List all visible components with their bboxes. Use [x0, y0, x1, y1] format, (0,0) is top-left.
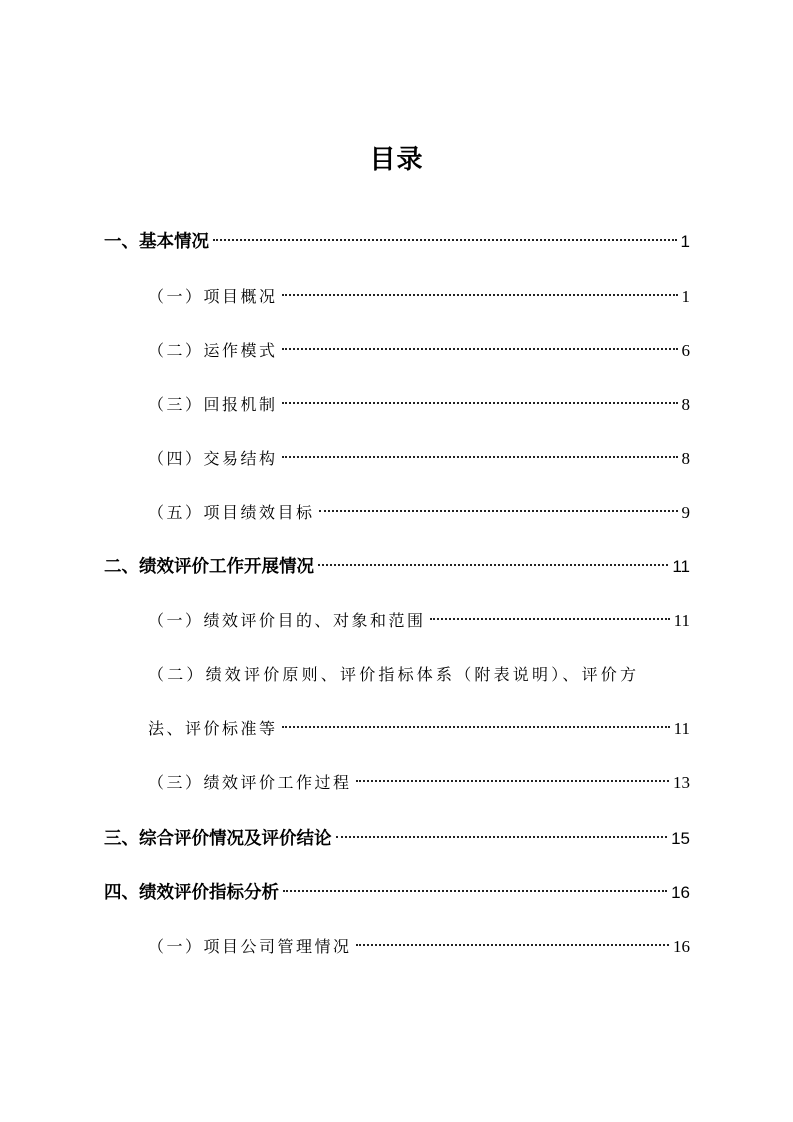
toc-page-number: 8 [681, 395, 690, 414]
dot-leader [282, 348, 678, 350]
toc-entry-section-2-1[interactable] [148, 606, 690, 636]
toc-entry-label: 法、评价标准等 [148, 719, 278, 738]
toc-page-number: 16 [673, 937, 690, 956]
toc-entry-label: 三、综合评价情况及评价结论 [104, 829, 332, 849]
toc-entry-label: （三）回报机制 [148, 395, 278, 414]
toc-entry-section-1-3[interactable] [148, 390, 690, 420]
toc-entry-section-2[interactable] [104, 552, 690, 582]
toc-entry-section-2-2[interactable] [148, 714, 690, 744]
dot-leader [318, 564, 668, 566]
toc-page-number: 11 [672, 557, 690, 576]
dot-leader [282, 402, 678, 404]
toc-page-number: 11 [673, 719, 690, 738]
toc-entry-section-1-1[interactable] [148, 282, 690, 312]
toc-entry-section-1-4[interactable] [148, 444, 690, 474]
dot-leader [213, 239, 677, 241]
toc-page-number: 11 [673, 611, 690, 630]
toc-page-number: 6 [681, 341, 690, 360]
dot-leader [282, 294, 678, 296]
toc-page-number: 16 [671, 883, 690, 902]
page-title: 目录 [369, 145, 424, 175]
toc-entry-label: （二）运作模式 [148, 341, 278, 360]
toc-entry-section-4[interactable] [104, 878, 690, 908]
toc-entry-label: （三）绩效评价工作过程 [148, 773, 352, 792]
toc-entry-label: （一）绩效评价目的、对象和范围 [148, 611, 426, 630]
toc-entry-section-1-5[interactable] [148, 498, 690, 528]
dot-leader [282, 726, 670, 728]
dot-leader [282, 456, 678, 458]
toc-page-number: 13 [673, 773, 690, 792]
toc-entry-label: （一）项目公司管理情况 [148, 937, 352, 956]
dot-leader [319, 510, 678, 512]
toc-entry-section-1[interactable] [104, 227, 690, 257]
toc-entry-section-2-3[interactable] [148, 768, 690, 798]
toc-page-number: 1 [680, 232, 690, 251]
toc-page-number: 8 [681, 449, 690, 468]
dot-leader [430, 618, 670, 620]
toc-entry-label: 一、基本情况 [104, 232, 209, 252]
toc-entry-section-1-2[interactable] [148, 336, 690, 366]
toc-entry-section-2-2-line-1[interactable]: （二）绩效评价原则、评价指标体系（附表说明）、评价方 [148, 665, 640, 684]
toc-page-number: 9 [681, 503, 690, 522]
toc-page-number: 15 [671, 829, 690, 848]
toc-entry-label: （五）项目绩效目标 [148, 503, 315, 522]
toc-entry-label: 二、绩效评价工作开展情况 [104, 557, 314, 577]
toc-entry-label: （一）项目概况 [148, 287, 278, 306]
toc-entry-section-3[interactable] [104, 824, 690, 854]
toc-entry-section-4-1[interactable] [148, 932, 690, 962]
toc-entry-label: （四）交易结构 [148, 449, 278, 468]
toc-page-number: 1 [681, 287, 690, 306]
dot-leader [283, 890, 667, 892]
dot-leader [356, 780, 669, 782]
dot-leader [336, 836, 668, 838]
dot-leader [356, 944, 669, 946]
toc-entry-label: 四、绩效评价指标分析 [104, 883, 279, 903]
